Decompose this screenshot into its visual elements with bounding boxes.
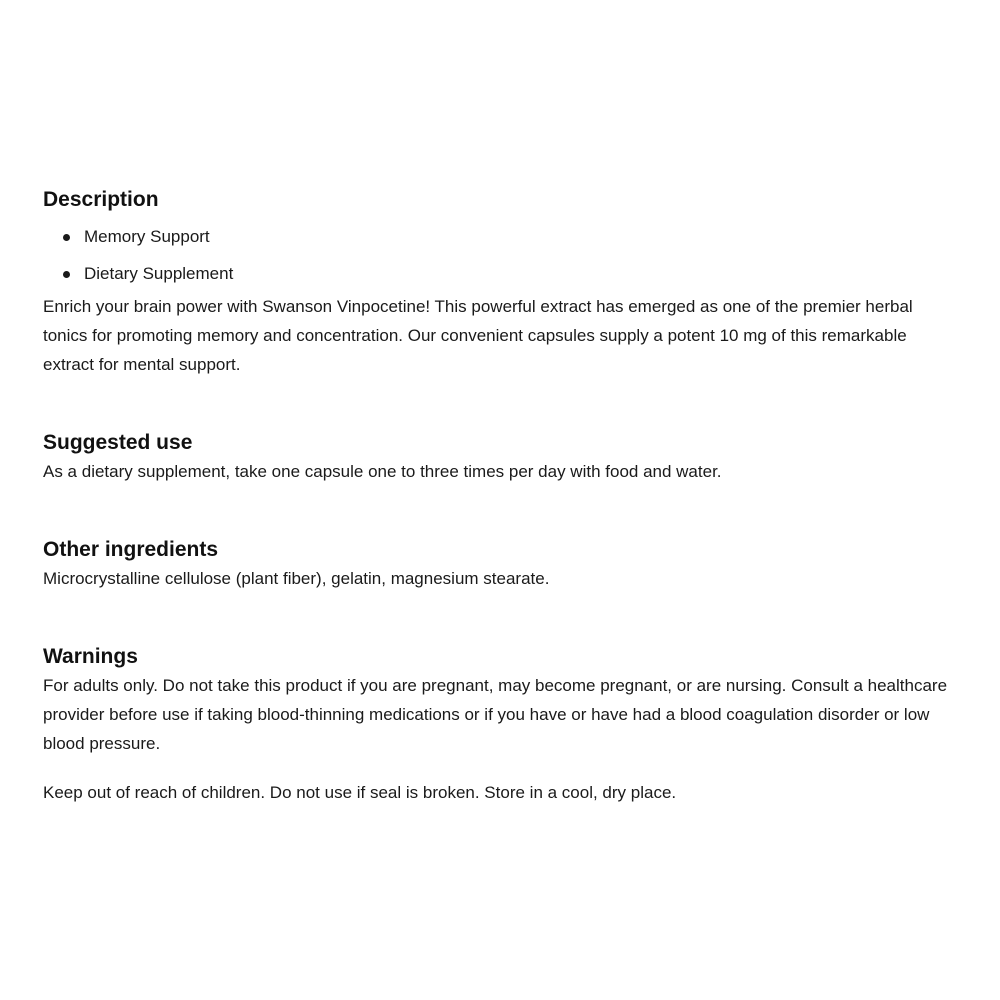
other-ingredients-section (43, 536, 958, 593)
product-details (43, 186, 958, 807)
storage-warning-paragraph: Keep out of reach of children. Do not use if seal is broken. Store in a cool, dry place. (43, 783, 677, 802)
description-heading: Description (43, 188, 159, 211)
list-item-label: Memory Support (84, 227, 210, 246)
warnings-paragraph: For adults only. Do not take this product if you are pregnant, may become pregnant, or are nursing. Consult a healthcare provider before use if taking blood-thinning medications or if you have or have had a blood coagulation disorder or low blood pressure. (43, 676, 948, 753)
bullet-icon (63, 271, 70, 278)
description-bullet-list (43, 218, 958, 292)
other-ingredients-text: Microcrystalline cellulose (plant fiber), gelatin, magnesium stearate. (43, 569, 550, 588)
suggested-use-text: As a dietary supplement, take one capsule one to three times per day with food and water. (43, 462, 722, 481)
warnings-heading: Warnings (43, 645, 138, 668)
suggested-use-heading: Suggested use (43, 431, 193, 454)
list-item-label: Dietary Supplement (84, 264, 234, 283)
description-section (43, 186, 958, 379)
bullet-icon (63, 234, 70, 241)
other-ingredients-heading: Other ingredients (43, 538, 219, 561)
suggested-use-section (43, 429, 958, 486)
list-item (43, 218, 958, 255)
warnings-section (43, 643, 958, 807)
list-item (43, 255, 958, 292)
description-paragraph: Enrich your brain power with Swanson Vinpocetine! This powerful extract has emerged as one of the premier herbal tonics for promoting memory and concentration. Our convenient capsules supply a potent 10 mg of this remarkable extract for mental support. (43, 297, 913, 374)
